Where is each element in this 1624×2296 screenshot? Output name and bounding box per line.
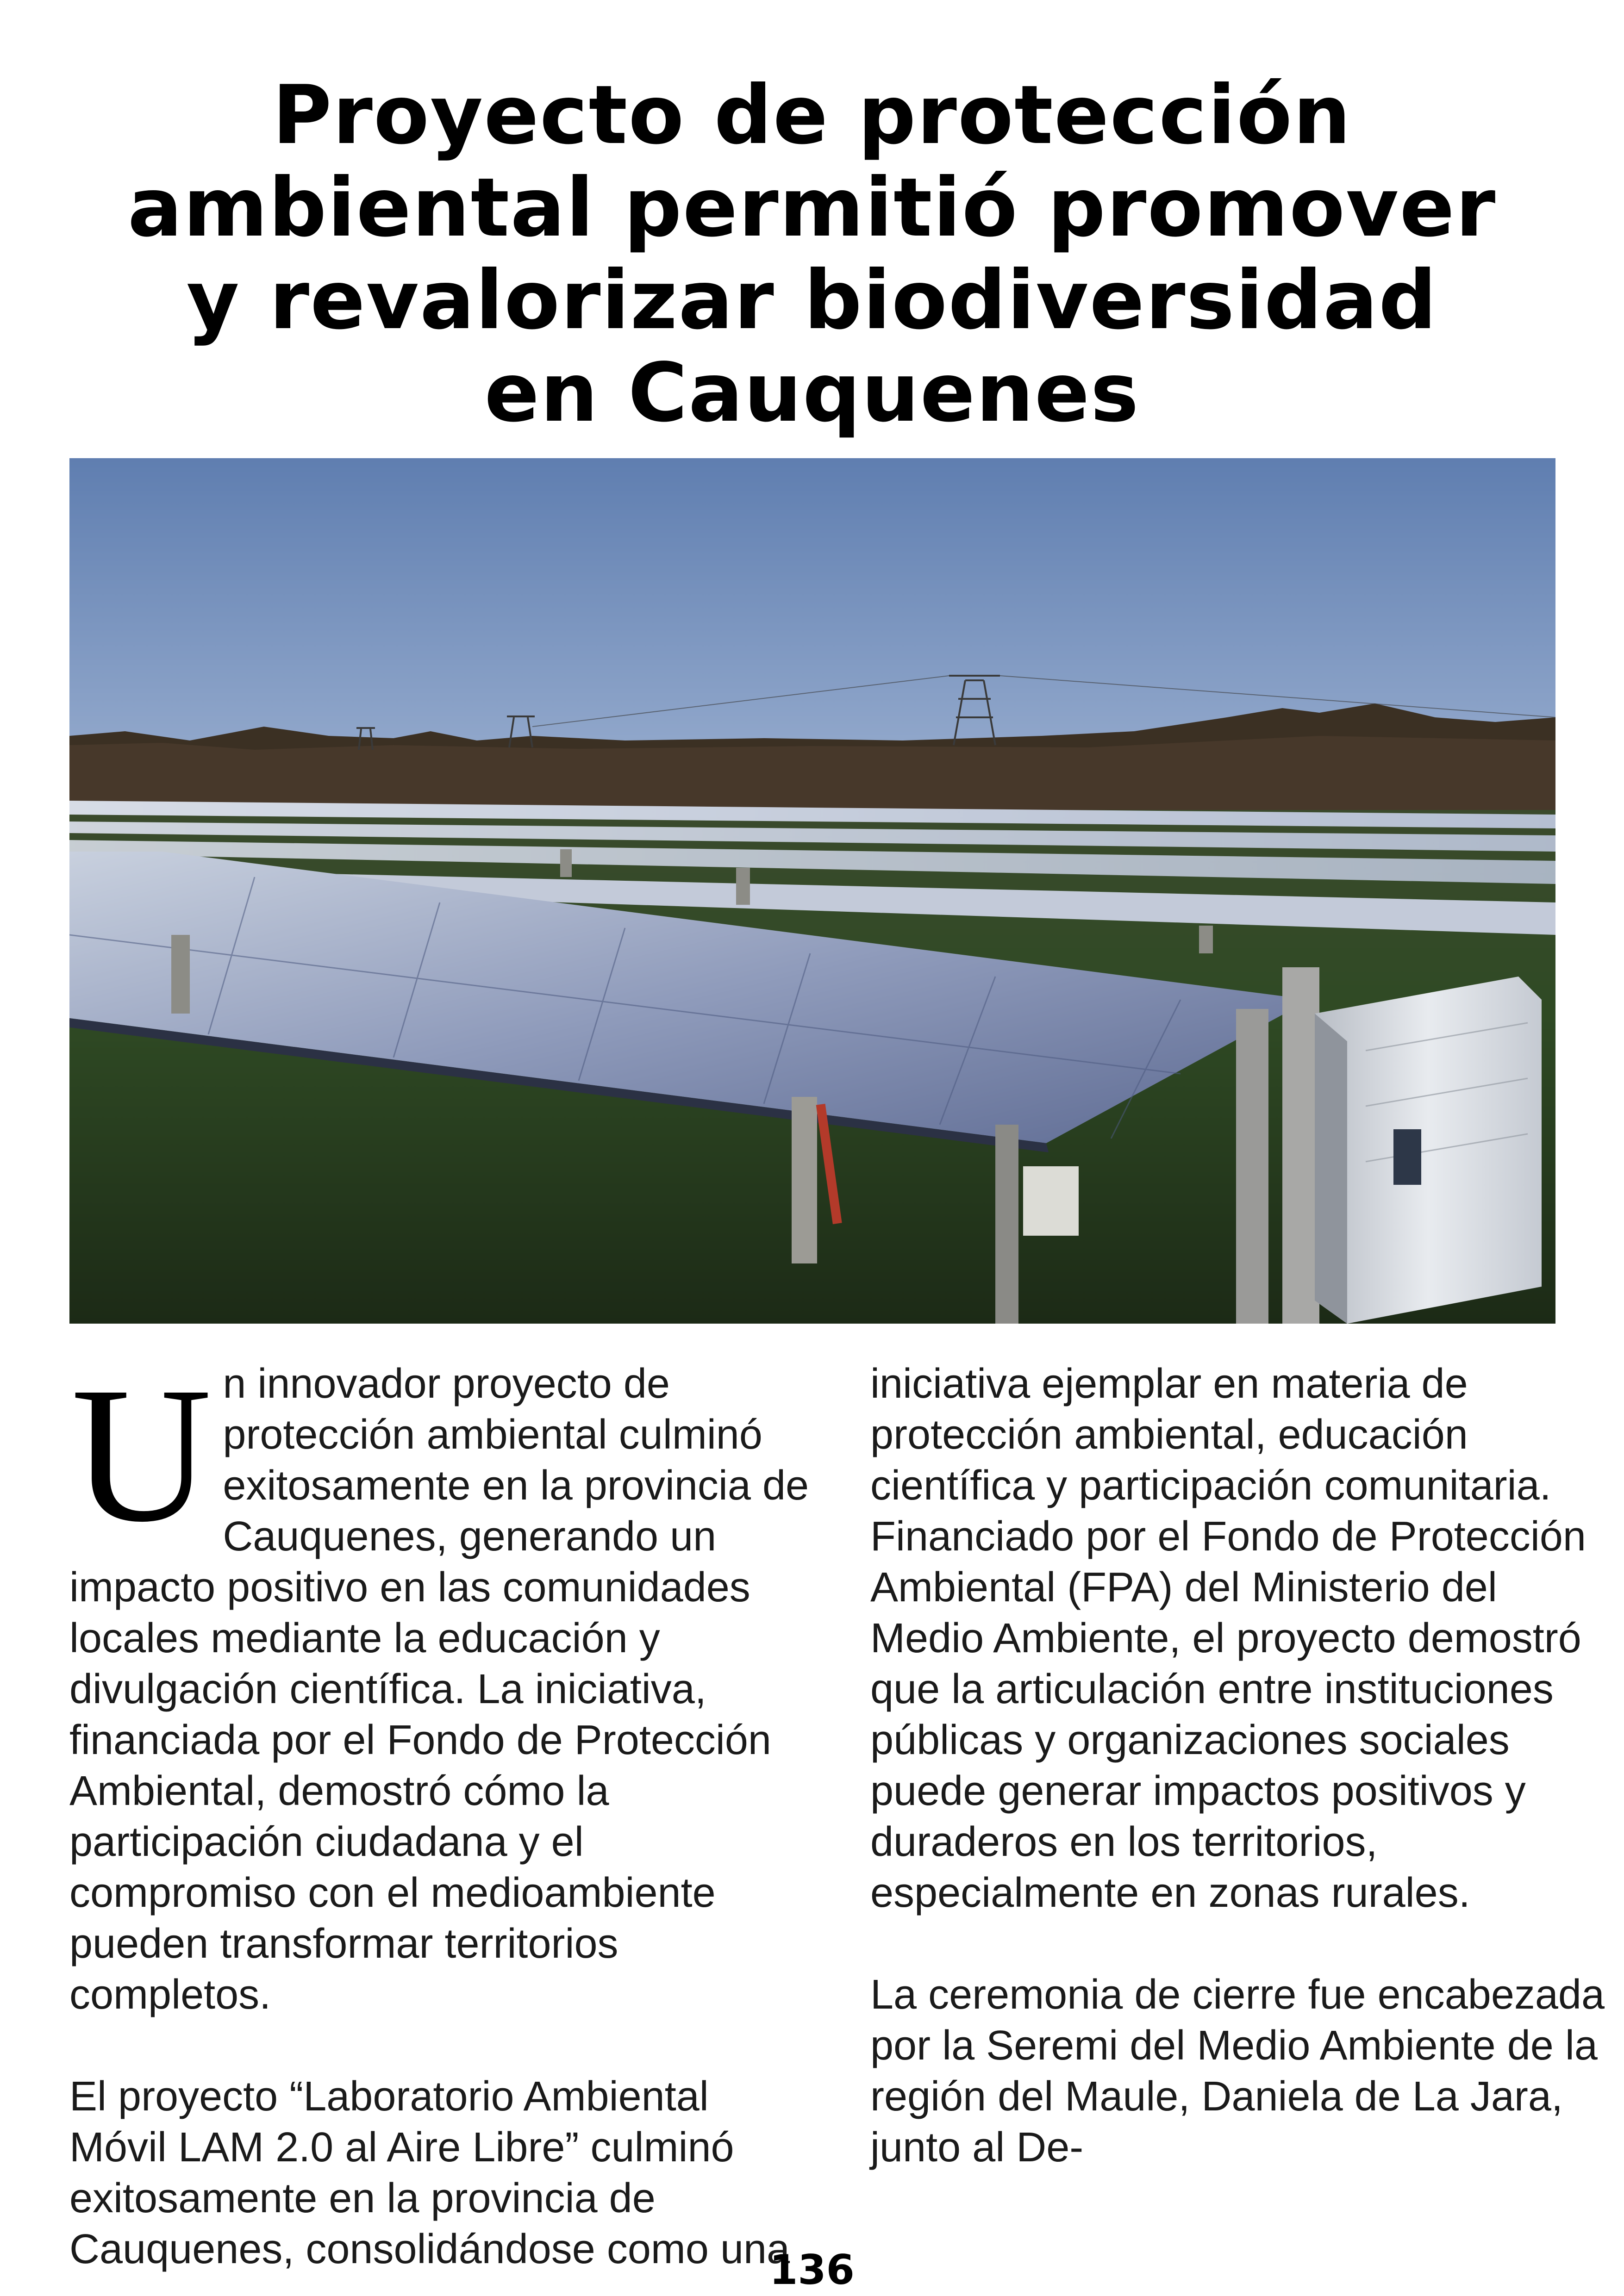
body-paragraph: iniciativa ejemplar en materia de protección ambiental, educación científica y participación comunitaria. Financiado por el Fondo de Protección Ambiental (FPA) del Ministerio del Medio Ambiente, el proyecto demostró que la articulación entre instituciones públicas y organizaciones sociales puede generar impactos positivos y duraderos en los territorios, especialmente en zonas rurales. — [870, 1361, 1586, 1916]
title-line: en Cauquenes — [484, 346, 1140, 440]
left-column — [69, 1347, 810, 2275]
title-line: ambiental permitió promover — [127, 161, 1497, 255]
body-paragraph: La ceremonia de cierre fue encabezada por la Seremi del Medio Ambiente de la región del Maule, Daniela de La Jara, junto al De- — [870, 1972, 1605, 2171]
intro-paragraph-text: n innovador proyecto de protección ambiental culminó exitosamente en la provincia de Cauquenes, generando un impacto positivo en las comunidades locales mediante la educación y divulgación científica. La iniciativa, financiada por el Fondo de Protección Ambiental, demostró cómo la participación ciudadana y el compromiso con el medioambiente pueden transformar territorios completos. — [69, 1361, 809, 2018]
page-number: 136 — [769, 2246, 855, 2294]
intro-paragraph — [69, 1347, 810, 2020]
right-column — [870, 1358, 1611, 2173]
solar-panel-field-photo — [69, 458, 1555, 1324]
body-paragraph: El proyecto “Laboratorio Ambiental Móvil LAM 2.0 al Aire Libre” culminó exitosamente en la provincia de Cauquenes, consolidándose como una — [69, 2073, 790, 2272]
article-title — [106, 69, 1518, 440]
drop-cap: U — [71, 1347, 212, 1562]
title-line: Proyecto de protección — [272, 68, 1352, 162]
title-line: y revalorizar biodiversidad — [186, 254, 1438, 348]
